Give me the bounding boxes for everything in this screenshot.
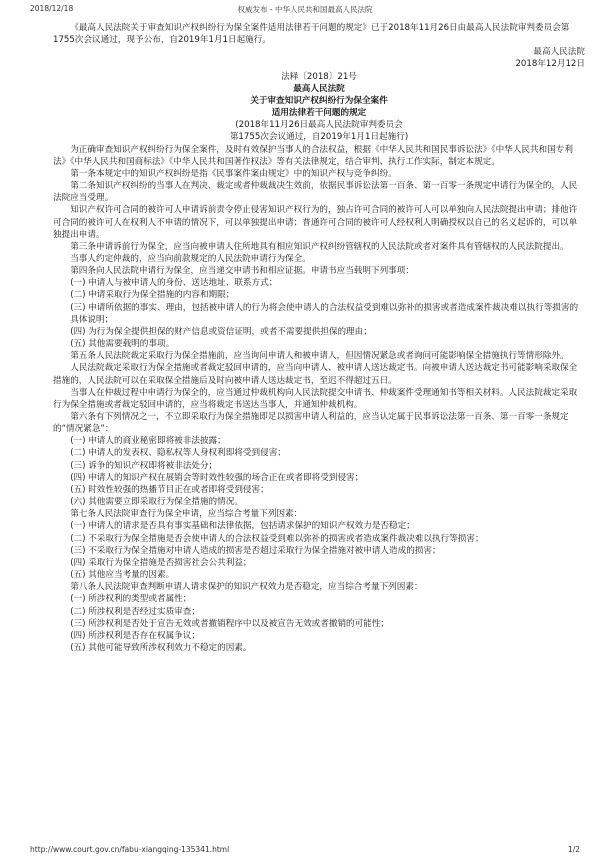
issue-date: 2018年12月12日 (515, 59, 585, 70)
article-7-item: (三) 不采取行为保全措施对申请人造成的损害是否超过采取行为保全措施对被申请人造成的损害； (70, 545, 441, 556)
article-4-item: (四) 为行为保全提供担保的财产信息或资信证明，或者不需要提供担保的理由； (70, 326, 372, 337)
article-6-item: (二) 申请人的发表权、隐私权等人身权利即将受到侵害； (70, 448, 286, 459)
article-3: 第三条申请诉前行为保全，应当向被申请人住所地具有相应知识产权纠纷管辖权的人民法院或者对案件具有管辖权的人民法院提出。 (70, 241, 569, 252)
footer-url[interactable]: http://www.court.gov.cn/fabu-xiangqing-135341.html (30, 845, 230, 854)
article-7-item: (五) 其他应当考量的因素。 (70, 570, 175, 581)
article-3-para-2: 当事人约定仲裁的，应当向前款规定的人民法院申请行为保全。 (70, 253, 311, 264)
article-4-item: (三) 申请所依据的事实、理由，包括被申请人的行为将会使申请人的合法权益受到难以弥补的损害或者造成案件裁决难以执行等损害的具体说明； (70, 302, 579, 325)
article-8: 第八条人民法院审查判断申请人请求保护的知识产权效力是否稳定，应当综合考量下列因素： (70, 582, 423, 593)
announcement: 《最高人民法院关于审查知识产权纠纷行为保全案件适用法律若干问题的规定》已于2018年11月26日由最高人民法院审判委员会第1755次会议通过，现予公布，自2019年1月1日起施行。 (53, 23, 570, 46)
article-4-item: (二) 申请采取行为保全措施的内容和期限； (70, 290, 235, 301)
header-title: 权威发布 - 中华人民共和国最高人民法院 (237, 5, 373, 14)
article-5-para-2: 人民法院裁定采取行为保全措施或者裁定驳回申请的，应当向申请人、被申请人送达裁定书。向被申请人送达裁定书可能影响采取保全措施的，人民法院可以在采取保全措施后及时向被申请人送达裁定书，至迟不得超过五日。 (53, 363, 578, 386)
doc-title-line2: 适用法律若干问题的规定 (271, 108, 367, 119)
adoption-line1: (2018年11月26日最高人民法院审判委员会 (235, 120, 403, 131)
article-6-item: (一) 申请人的商业秘密即将被非法披露； (70, 436, 226, 447)
article-7: 第七条人民法院审查行为保全申请，应当综合考量下列因素： (70, 509, 303, 520)
article-8-item: (四) 所涉权利是否存在权属争议； (70, 630, 200, 641)
article-4-item: (一) 申请人与被申请人的身份、送达地址、联系方式； (70, 278, 278, 289)
article-4-item: (五) 其他需要载明的事项。 (70, 339, 175, 350)
article-6-item: (三) 诉争的知识产权即将被非法处分； (70, 460, 218, 471)
article-7-item: (一) 申请人的请求是否具有事实基础和法律依据，包括请求保护的知识产权效力是否稳定； (70, 521, 415, 532)
page-footer (30, 845, 580, 859)
article-8-item: (二) 所涉权利是否经过实质审查； (70, 606, 200, 617)
article-6-item: (五) 时效性较强的热播节目正在或者即将受到侵害； (70, 484, 269, 495)
preamble: 为正确审查知识产权纠纷行为保全案件，及时有效保护当事人的合法权益，根据《中华人民共和国民事诉讼法》《中华人民共和国专利法》《中华人民共和国商标法》《中华人民共和国著作权法》等有关法律规定，结合审判、执行工作实际，制定本规定。 (53, 144, 573, 167)
article-2-para-2: 知识产权许可合同的被许可人申请诉前责令停止侵害知识产权行为的，独占许可合同的被许可人可以单独向人民法院提出申请；排他许可合同的被许可人在权利人不申请的情况下，可以单独提出申请；普通许可合同的被许可人经权利人明确授权以自己的名义起诉的，可以单独提出申请。 (53, 205, 578, 240)
article-8-item: (三) 所涉权利是否处于宣告无效或者撤销程序中以及被宣告无效或者撤销的可能性； (70, 618, 390, 629)
article-5: 第五条人民法院裁定采取行为保全措施前，应当询问申请人和被申请人，但因情况紧急或者询问可能影响保全措施执行等情形除外。 (70, 351, 569, 362)
article-5-para-3: 当事人在仲裁过程中申请行为保全的，应当通过仲裁机构向人民法院提交申请书、仲裁案件受理通知书等相关材料。人民法院裁定采取行为保全措施或者裁定驳回申请的，应当将裁定书送达当事人，并通知仲裁机构。 (53, 387, 578, 410)
article-8-item: (五) 其他可能导致所涉权利效力不稳定的因素。 (70, 642, 252, 653)
article-6-item: (六) 其他需要立即采取行为保全措施的情况。 (70, 497, 243, 508)
doc-number: 法释〔2018〕21号 (281, 71, 357, 82)
page-header (30, 4, 580, 18)
article-8-item: (一) 所涉权利的类型或者属性； (70, 594, 192, 605)
issuer: 最高人民法院 (533, 47, 585, 58)
article-6: 第六条有下列情况之一，不立即采取行为保全措施即足以损害申请人利益的，应当认定属于民事诉讼法第一百条、第一百零一条规定的“情况紧急”： (53, 412, 569, 435)
article-7-item: (二) 不采取行为保全措施是否会使申请人的合法权益受到难以弥补的损害或者造成案件裁决难以执行等损害； (70, 533, 484, 544)
article-1: 第一条本规定中的知识产权纠纷是指《民事案件案由规定》中的知识产权与竞争纠纷。 (70, 168, 397, 179)
adoption-line2: 第1755次会议通过，自2019年1月1日起施行) (229, 132, 409, 143)
header-date: 2018/12/18 (30, 4, 74, 13)
document-body (53, 22, 585, 654)
article-4: 第四条向人民法院申请行为保全，应当递交申请书和相应证据。申请书应当载明下列事项： (70, 266, 414, 277)
article-7-item: (四) 采取行为保全措施是否损害社会公共利益； (70, 557, 252, 568)
doc-title-line1: 关于审查知识产权纠纷行为保全案件 (250, 95, 388, 106)
court-name: 最高人民法院 (293, 83, 345, 94)
page-number: 1/2 (567, 845, 580, 854)
article-2: 第二条知识产权纠纷的当事人在判决、裁定或者仲裁裁决生效前，依据民事诉讼法第一百条、第一百零一条规定申请行为保全的，人民法院应当受理。 (53, 181, 578, 204)
article-6-item: (四) 申请人的知识产权在展销会等时效性较强的场合正在或者即将受到侵害； (70, 472, 364, 483)
